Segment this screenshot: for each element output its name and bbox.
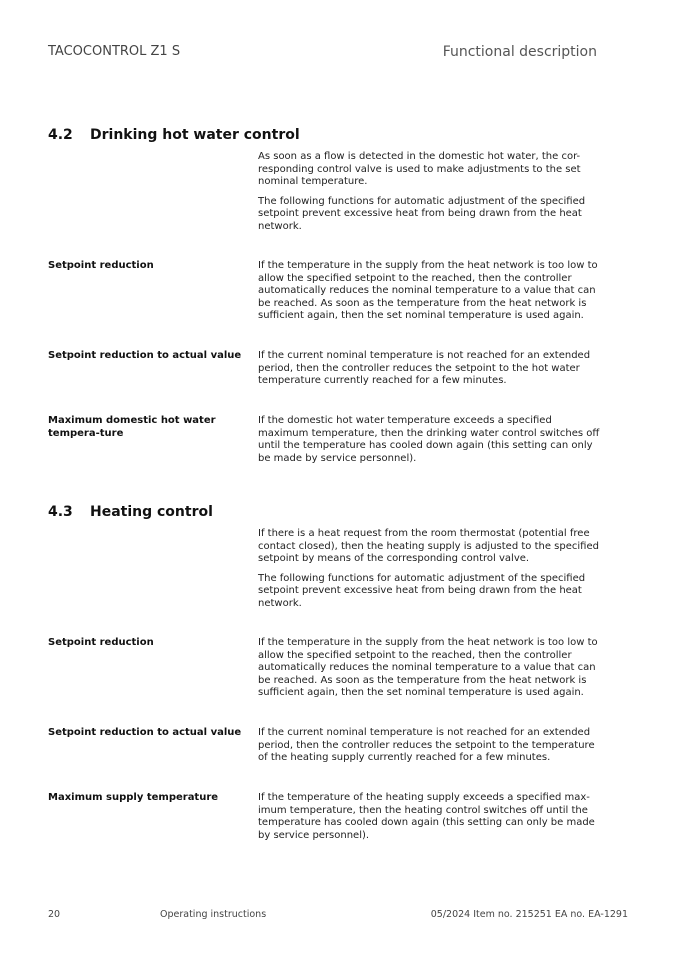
section-name: Functional description: [442, 44, 597, 60]
item-label: Setpoint reduction to actual value: [48, 727, 242, 738]
item-label: Setpoint reduction: [48, 637, 154, 648]
item-label: Setpoint reduction: [48, 260, 154, 271]
section-intro: [258, 528, 603, 617]
item-label: Maximum supply temperature: [48, 792, 219, 803]
section-number: 4.3: [48, 504, 73, 520]
item-text: If the temperature of the heating supply exceeds a specified max-imum temperature, then the heating control switches off until the temperature has cooled down again (this setting can only be made by service personnel).: [258, 792, 595, 841]
intro-paragraph: The following functions for automatic adjustment of the specified setpoint prevent excessive heat from being drawn from the heat network.: [258, 572, 586, 609]
document-title: TACOCONTROL Z1 S: [48, 44, 181, 59]
section-title: Heating control: [90, 504, 213, 520]
footer-doc-name: Operating instructions: [160, 909, 267, 920]
section-intro: [258, 151, 603, 240]
item-label: Maximum domestic hot water tempera-ture: [48, 415, 216, 439]
intro-paragraph: The following functions for automatic adjustment of the specified setpoint prevent excessive heat from being drawn from the heat network.: [258, 195, 586, 232]
section-heading-4-3: [48, 504, 213, 520]
item-text: If the temperature in the supply from the heat network is too low to allow the specified setpoint to the reached, then the controller automatically reduces the nominal temperature to a value that can be reached. As soon as the temperature from the heat network is sufficient again, then the set nominal temperature is used again.: [258, 260, 598, 321]
item-text: If the domestic hot water temperature exceeds a specified maximum temperature, then the drinking water control switches off until the temperature has cooled down again (this setting can only be made by service personnel).: [258, 415, 600, 464]
page-number: 20: [48, 909, 61, 920]
item-text: If the current nominal temperature is not reached for an extended period, then the controller reduces the setpoint to the temperature of the heating supply currently reached for a few minutes.: [258, 727, 595, 763]
item-text: If the current nominal temperature is not reached for an extended period, then the controller reduces the setpoint to the hot water temperature currently reached for a few minutes.: [258, 350, 591, 386]
item-label: Setpoint reduction to actual value: [48, 350, 242, 361]
intro-paragraph: If there is a heat request from the room thermostat (potential free contact closed), then the heating supply is adjusted to the specified setpoint by means of the corresponding control valve.: [258, 528, 599, 564]
footer-reference: 05/2024 Item no. 215251 EA no. EA-1291: [430, 909, 628, 920]
intro-paragraph: As soon as a flow is detected in the domestic hot water, the cor-responding control valve is used to make adjustments to the set nominal temperature.: [258, 151, 581, 187]
section-title: Drinking hot water control: [90, 127, 300, 143]
section-number: 4.2: [48, 127, 73, 143]
section-heading-4-2: [48, 127, 300, 143]
item-text: If the temperature in the supply from the heat network is too low to allow the specified setpoint to the reached, then the controller automatically reduces the nominal temperature to a value that can be reached. As soon as the temperature from the heat network is sufficient again, then the set nominal temperature is used again.: [258, 637, 598, 698]
